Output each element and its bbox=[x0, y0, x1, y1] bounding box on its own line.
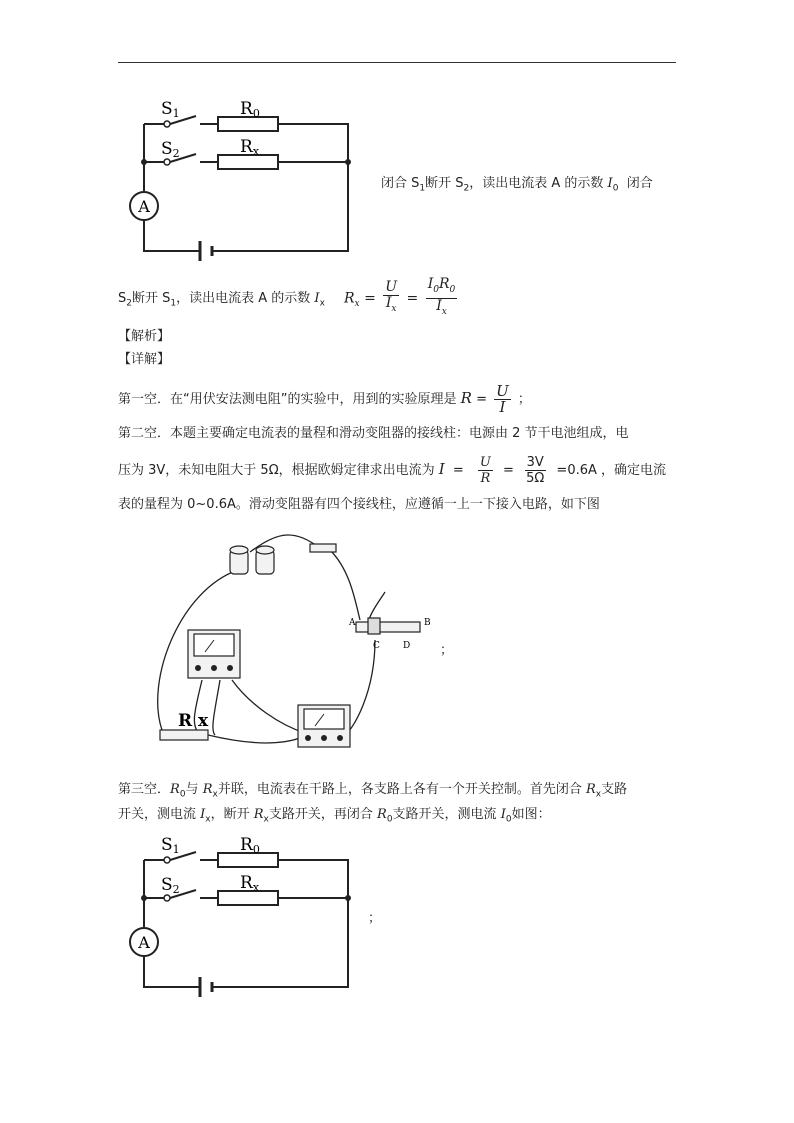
header-rule bbox=[118, 62, 676, 63]
s1-label: S1 bbox=[161, 99, 180, 120]
photo-tail: ； bbox=[440, 643, 454, 658]
terminal-d-label: D bbox=[403, 641, 411, 651]
para3-line2: 开关，测电流 $I_x$，断开 $R_x$支路开关，再闭合 $R_0$支路开关，测电流 $I_0$如图： bbox=[118, 807, 551, 825]
para3-line1: 第三空．$R_0$与 $R_x$并联，电流表在干路上，各支路上各有一个开关控制。首先闭合 $R_x$支路 bbox=[118, 782, 628, 800]
circuit-diagram-2 bbox=[128, 832, 358, 1002]
rx-photo-label: R x bbox=[178, 711, 209, 731]
s1-label-2: S1 bbox=[161, 835, 180, 856]
para2-line3: 表的量程为 0~0.6A。滑动变阻器有四个接线柱，应遵循一上一下接入电路，如下图 bbox=[118, 497, 600, 512]
r0-label-2: R0 bbox=[240, 835, 260, 856]
terminal-a-label: A bbox=[349, 618, 356, 628]
ammeter-label: A bbox=[138, 197, 150, 216]
para1: 第一空．在“用伏安法测电阻”的实验中，用到的实验原理是 R = $\frac{U}{I}$ ； bbox=[118, 382, 531, 416]
wiring-photo bbox=[150, 530, 460, 755]
ammeter-label-2: A bbox=[138, 933, 150, 952]
rx-label-2: Rx bbox=[240, 873, 260, 894]
s2-label: S2 bbox=[161, 139, 180, 160]
step1-text: 闭合 $S_1$断开 $S_2$，读出电流表 A 的示数 $I_0$ 闭合 bbox=[381, 176, 653, 194]
para2-line2: 压为 3V，未知电阻大于 5Ω，根据欧姆定律求出电流为 I = $\frac{U}{R}$ = $\frac{3V}{5\Omega}$ =0.6A ，确定电流 bbox=[118, 455, 667, 486]
formula-rx: $R_x$ = $\frac{U}{I_x}$ = $\frac{I_0R_0}{I_x}$ bbox=[344, 276, 456, 317]
para2-line1: 第二空．本题主要确定电流表的量程和滑动变阻器的接线柱：电源由 2 节干电池组成，电 bbox=[118, 426, 629, 441]
step2-text: $S_2$断开 $S_1$，读出电流表 A 的示数 $I_x$ bbox=[118, 291, 325, 309]
s2-label-2: S2 bbox=[161, 875, 180, 896]
terminal-b-label: B bbox=[424, 618, 431, 628]
heading-jiexi: 【解析】 bbox=[118, 329, 171, 344]
heading-xiangjie: 【详解】 bbox=[118, 352, 171, 367]
r0-label: R0 bbox=[240, 99, 260, 120]
rx-label: Rx bbox=[240, 137, 260, 158]
circuit-diagram-1 bbox=[128, 96, 358, 266]
terminal-c-label: C bbox=[373, 641, 380, 651]
bottom-tail: ； bbox=[368, 911, 382, 926]
